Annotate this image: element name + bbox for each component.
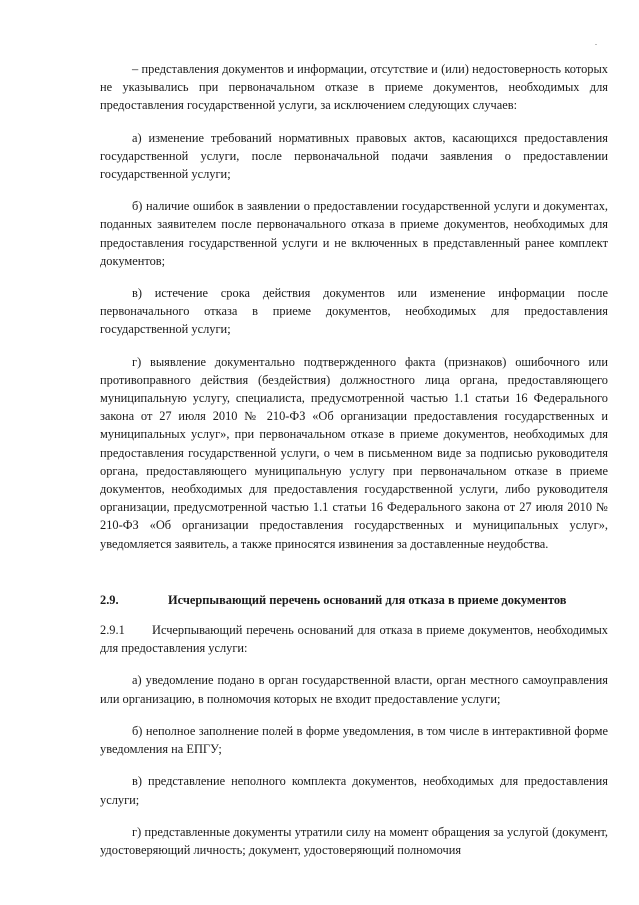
- paragraph-ground-v: в) представление неполного комплекта документов, необходимых для предоставления услуги;: [100, 774, 608, 807]
- section-heading: [100, 591, 608, 609]
- subsection-paragraph: [100, 621, 608, 657]
- paragraph-item-v: в) истечение срока действия документов или изменение информации после первоначального отказа в приеме документов, необходимых для предоставления государственной услуги;: [100, 286, 608, 337]
- subsection-number: 2.9.1: [100, 623, 125, 638]
- paragraph-exceptions-intro: – представления документов и информации, отсутствие и (или) недостоверность которых не указывались при первоначальном отказе в приеме документов, необходимых для предоставления государственной услуги, за исключением следующих случаев:: [100, 62, 608, 113]
- paragraph-ground-g: г) представленные документы утратили силу на момент обращения за услугой (документ, удостоверяющий личность; документ, удостоверяющий полномочия: [100, 824, 608, 857]
- document-page: [100, 60, 608, 873]
- section-title: Исчерпывающий перечень оснований для отказа в приеме документов: [168, 592, 567, 607]
- section-number: 2.9.: [100, 592, 119, 607]
- paragraph-item-g: г) выявление документально подтвержденного факта (признаков) ошибочного или противоправного действия (бездействия) должностного лица органа, предоставляющего муниципальную услугу, специалиста, предусмотренной частью 1.1 статьи 16 Федерального закона от 27 июля 2010 № 210-ФЗ «Об организации предоставления государственных и муниципальных услуг», при первоначальном отказе в приеме документов, необходимых для предоставления государственной услуги, о чем в письменном виде за подписью руководителя органа, предоставляющего муниципальную услугу при первоначальном отказе в приеме документов, необходимых для предоставления государственной услуги, либо руководителя организации, предусмотренной частью 1.1 статьи 16 Федерального закона от 27 июля 2010 № 210-ФЗ «Об организации предоставления государственных и муниципальных услуг», уведомляется заявитель, а также приносятся извинения за доставленные неудобства.: [100, 354, 608, 551]
- paragraph-item-a: а) изменение требований нормативных правовых актов, касающихся предоставления государственной услуги, после первоначальной подачи заявления о предоставлении государственной услуги;: [100, 130, 608, 182]
- scan-speck: [595, 44, 597, 45]
- paragraph-item-b: б) наличие ошибок в заявлении о предоставлении государственной услуги и документах, поданных заявителем после первоначального отказа в приеме документов, необходимых для предоставления государственной услуги и не включенных в представленный ранее комплект документов;: [100, 199, 608, 268]
- subsection-text: Исчерпывающий перечень оснований для отказа в приеме документов, необходимых для предоставления услуги:: [100, 623, 608, 656]
- paragraph-ground-a: а) уведомление подано в орган государственной власти, орган местного самоуправления или организацию, в полномочия которых не входит предоставление услуги;: [100, 673, 608, 706]
- paragraph-ground-b: б) неполное заполнение полей в форме уведомления, в том числе в интерактивной форме уведомления на ЕПГУ;: [100, 723, 608, 757]
